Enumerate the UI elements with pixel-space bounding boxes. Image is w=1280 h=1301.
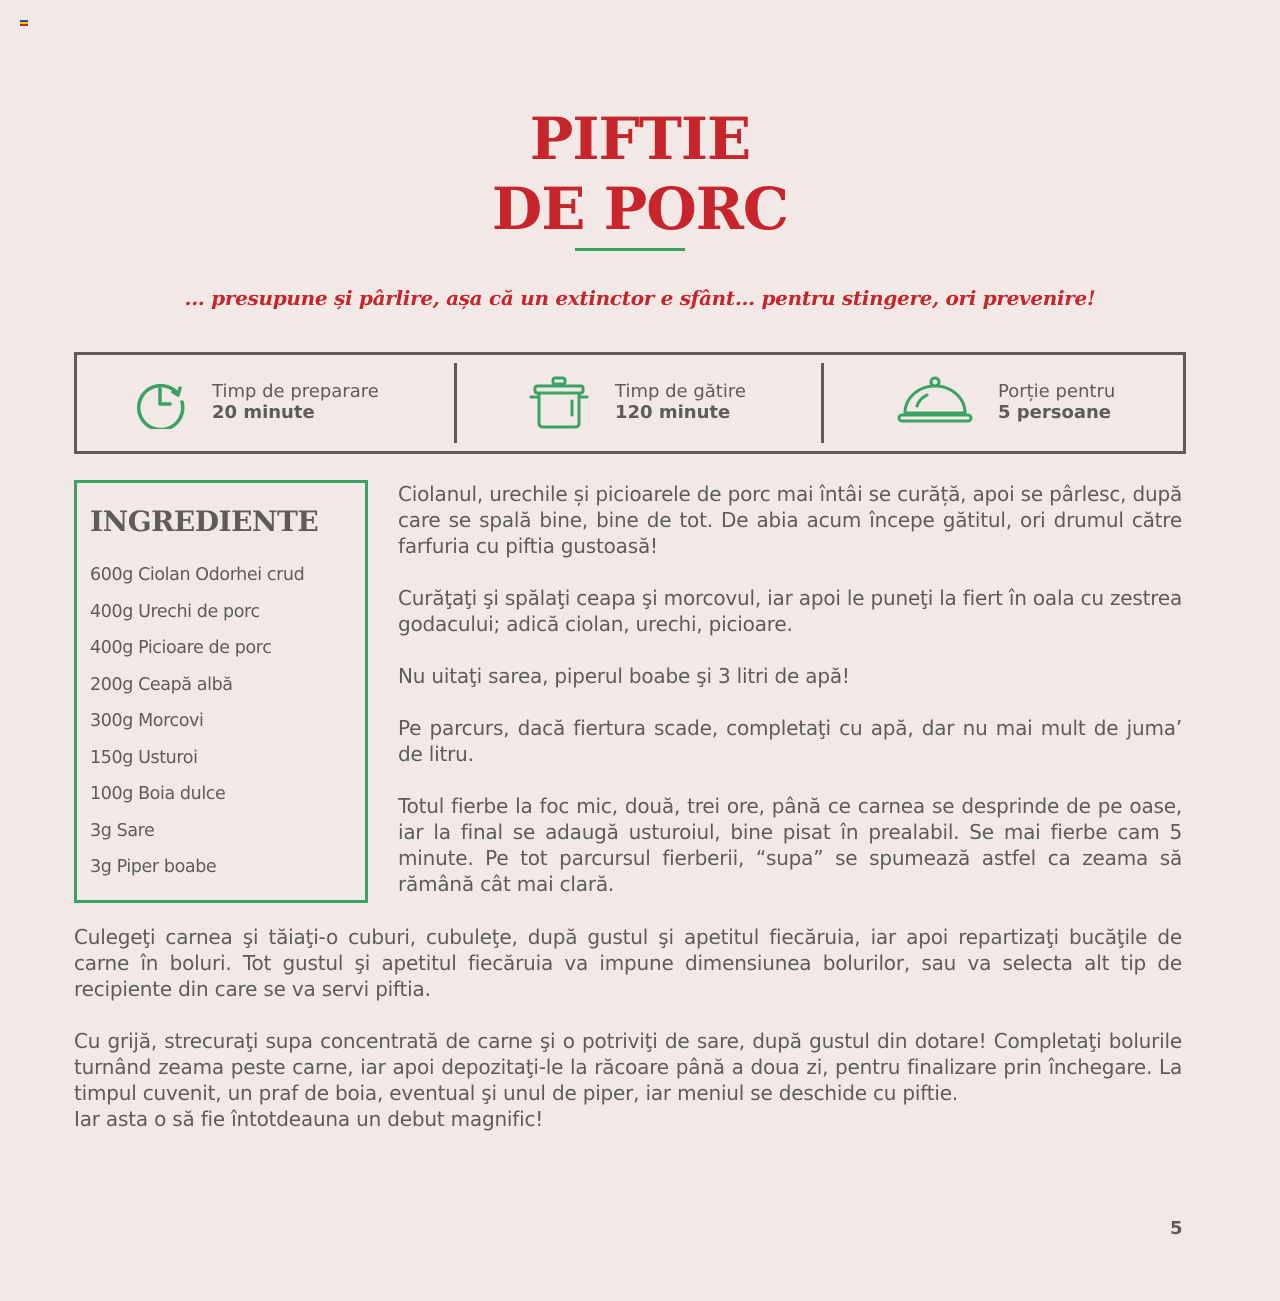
ingredients-title: INGREDIENTE (90, 505, 319, 538)
flag-icon (20, 20, 28, 26)
step-paragraph: Culegeţi carnea şi tăiaţi-o cuburi, cubuleţe, după gustul şi apetitul fiecăruia, iar apoi repartizaţi bucăţile de carne în boluri. Tot gustul şi apetitul fiecăruia va impune dimensiunea bolurilor, sau va selecta alt tip de recipiente din care se va servi piftia. (74, 925, 1182, 1001)
ingredient-item: 200g Ceapă albă (90, 674, 233, 695)
ingredient-item: 3g Piper boabe (90, 857, 217, 877)
closing-line: Iar asta o să fie întotdeauna un debut magnific! (74, 1107, 544, 1131)
ingredient-item: 150g Usturoi (90, 747, 198, 768)
pot-icon (529, 375, 589, 431)
ingredients-list (90, 565, 304, 894)
ingredient-item: 300g Morcovi (90, 711, 204, 731)
step-paragraph: Totul fierbe la foc mic, două, trei ore, până ce carnea se desprinde de pe oase, iar la final se adaugă usturoiul, bine pisat în prealabil. Se mai fierbe cam 5 minute. Pe tot parcursul fierberii, “supa” se spumează astfel ca zeama să rămână cât mai clară. (398, 794, 1182, 896)
servings (998, 381, 1115, 423)
cook-time-label: Timp de gătire (615, 381, 746, 402)
info-divider (821, 363, 824, 443)
ingredient-item: 100g Boia dulce (90, 784, 226, 804)
servings-label: Porție pentru (998, 381, 1116, 402)
page-title-line2: DE PORC (491, 175, 789, 243)
step-paragraph: Pe parcurs, dacă fiertura scade, completaţi cu apă, dar nu mai mult de juma’ de litru. (398, 716, 1182, 766)
prep-time (212, 381, 379, 423)
servings-value: 5 persoane (998, 402, 1112, 423)
title-underline (575, 248, 685, 251)
clock-icon (133, 375, 187, 429)
ingredients-box (74, 480, 368, 903)
page-number: 5 (1170, 1218, 1183, 1239)
step-paragraph: Cu grijă, strecuraţi supa concentrată de carne şi o potriviţi de sare, după gustul din dotare! Completaţi bolurile turnând zeama peste carne, iar apoi depozitaţi-le la răcoare până a doua zi, pentru finalizare prin închegare. La timpul cuvenit, un praf de boia, eventual şi unul de piper, iar meniul se deschide cu piftie. (74, 1029, 1182, 1105)
step-paragraph: Ciolanul, urechile și picioarele de porc mai întâi se curăță, apoi se pârlesc, după care se spală bine, bine de tot. De abia acum începe gătitul, ori drumul către farfuria cu piftia gustoasă! (398, 482, 1182, 558)
cook-time (615, 381, 746, 423)
info-divider (454, 363, 457, 443)
serving-cloche-icon (897, 375, 973, 427)
ingredient-item: 400g Picioare de porc (90, 638, 272, 658)
ingredient-item: 400g Urechi de porc (90, 601, 260, 622)
ingredient-item: 3g Sare (90, 820, 155, 841)
recipe-info-box (74, 352, 1186, 454)
step-paragraph: Curăţaţi şi spălaţi ceapa şi morcovul, iar apoi le puneţi la fiert în oala cu zestrea godacului; adică ciolan, urechi, picioare. (398, 586, 1182, 636)
prep-time-label: Timp de preparare (212, 381, 379, 402)
page-title-line1: PIFTIE (529, 105, 751, 173)
cook-time-value: 120 minute (615, 402, 731, 423)
prep-time-value: 20 minute (212, 402, 315, 423)
ingredient-item: 600g Ciolan Odorhei crud (90, 565, 305, 585)
tagline: ... presupune și pârlire, așa că un extinctor e sfânt... pentru stingere, ori prevenire! (184, 286, 1096, 310)
step-paragraph: Nu uitaţi sarea, piperul boabe şi 3 litri de apă! (398, 664, 850, 688)
